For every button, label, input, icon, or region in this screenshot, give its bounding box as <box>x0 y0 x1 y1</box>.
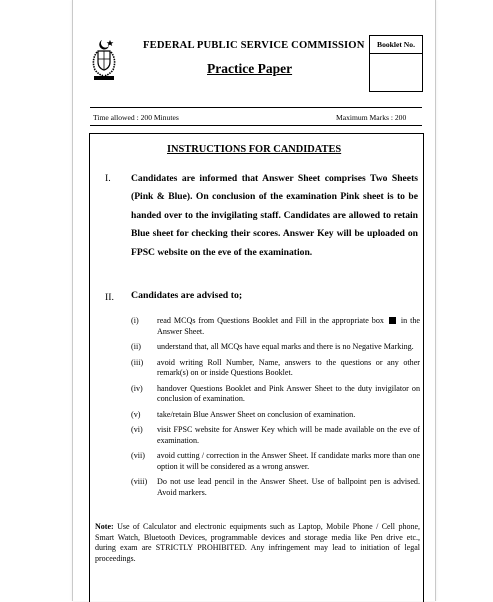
filled-square-icon <box>389 317 396 324</box>
item-text: handover Questions Booklet and Pink Answer Sheet to the duty invigilator on conclusion of examination. <box>157 383 420 404</box>
advice-list <box>131 316 420 503</box>
item-number: (i) <box>131 316 139 325</box>
list-item <box>131 316 420 337</box>
item-text: visit FPSC website for Answer Key which will be made available on the eve of examination. <box>157 425 420 445</box>
government-emblem-icon <box>89 38 119 82</box>
item-text: Do not use lead pencil in the Answer Sheet. Use of ballpoint pen is advised. Avoid markers. <box>157 477 420 497</box>
prohibition-note <box>95 522 420 564</box>
item-number: (iii) <box>131 357 144 367</box>
list-item <box>131 384 420 405</box>
note-label: Note: <box>95 522 114 531</box>
list-item <box>131 451 420 472</box>
item-number: (iv) <box>131 383 143 393</box>
list-item <box>131 477 420 498</box>
item-text: avoid writing Roll Number, Name, answers to the questions or any other remark(s) on or inside Questions Booklet. <box>157 357 420 378</box>
item-number: (v) <box>131 409 141 419</box>
item-text: understand that, all MCQs have equal marks and there is no Negative Marking. <box>157 342 414 352</box>
list-item <box>131 342 420 353</box>
item-number: (vii) <box>131 451 145 461</box>
section-numeral: II. <box>105 292 114 303</box>
booklet-number-label: Booklet No. <box>369 35 423 54</box>
item-number: (viii) <box>131 477 148 487</box>
maximum-marks: Maximum Marks : 200 <box>336 113 407 122</box>
commission-name: FEDERAL PUBLIC SERVICE COMMISSION <box>143 40 365 51</box>
item-text: take/retain Blue Answer Sheet on conclusion of examination. <box>157 409 356 419</box>
section-2-text: Candidates are advised to; <box>131 290 243 301</box>
instructions-heading: INSTRUCTIONS FOR CANDIDATES <box>167 144 342 155</box>
list-item <box>131 425 420 446</box>
paper-title: Practice Paper <box>207 61 293 76</box>
section-numeral: I. <box>105 173 111 184</box>
note-text: Use of Calculator and electronic equipments such as Laptop, Mobile Phone / Cell phone, Smart Watch, Bluetooth Devices, programmable devices and storage media like Pen drive etc., during exam are STRICTLY PROHIBITED. Any infringement may lead to initiation of legal proceedings. <box>95 522 420 563</box>
item-text: read MCQs from Questions Booklet and Fill in the appropriate box in the Answer Sheet. <box>157 316 420 336</box>
section-1-text: Candidates are informed that Answer Sheet comprises Two Sheets (Pink & Blue). On conclusion of the examination Pink sheet is to be handed over to the invigilating staff. Candidates are allowed to retain Blue sheet for checking their scores. Answer Key will be uploaded on FPSC website on the eve of the examination. <box>131 173 418 258</box>
time-allowed: Time allowed : 200 Minutes <box>93 113 179 122</box>
divider-bottom <box>90 125 422 126</box>
divider-top <box>90 107 422 108</box>
list-item <box>131 358 420 379</box>
list-item <box>131 410 420 421</box>
item-number: (ii) <box>131 342 141 352</box>
item-text: avoid cutting / correction in the Answer Sheet. If candidate marks more than one option it will be considered as a wrong answer. <box>157 451 420 471</box>
booklet-number-box <box>369 53 423 92</box>
item-number: (vi) <box>131 425 143 435</box>
